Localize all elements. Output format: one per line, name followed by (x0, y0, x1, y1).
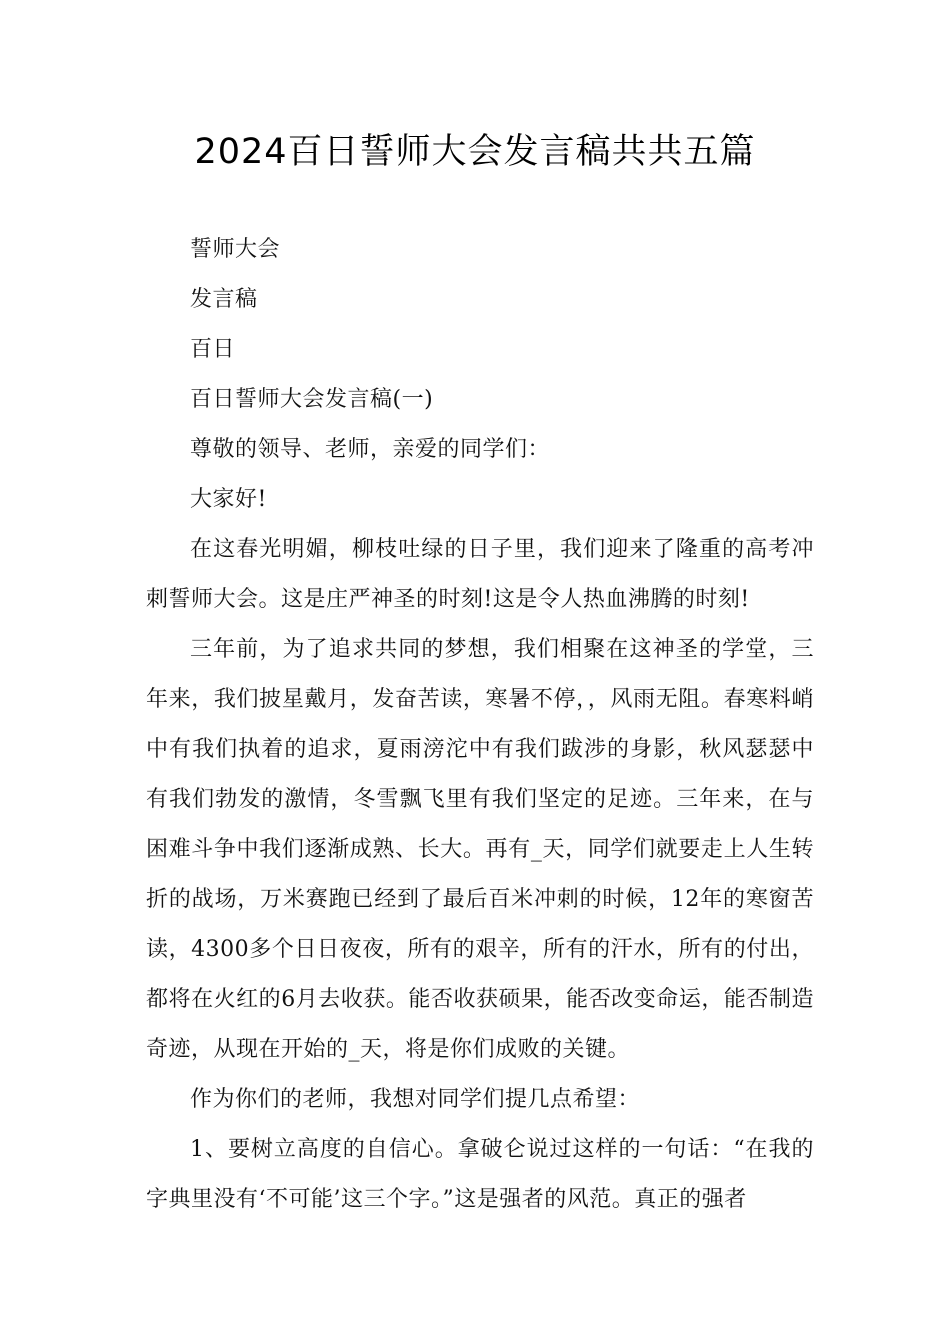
greeting: 大家好! (190, 487, 267, 512)
paragraph-keyword-1: 誓师大会 (190, 237, 281, 262)
section-heading: 百日誓师大会发言稿(一) (190, 387, 434, 412)
document-title: 2024百日誓师大会发言稿共共五篇 (194, 132, 756, 172)
paragraph-opening: 在这春光明媚，柳枝吐绿的日子里，我们迎来了隆重的高考冲刺誓师大会。这是庄严神圣的时刻!这是令人热血沸腾的时刻! (146, 537, 814, 612)
paragraph-hope-1: 1、要树立高度的自信心。拿破仑说过这样的一句话：“在我的字典里没有‘不可能’这三个字。”这是强者的风范。真正的强者 (146, 1137, 814, 1212)
document-body (146, 225, 814, 1225)
salutation: 尊敬的领导、老师，亲爱的同学们： (190, 437, 551, 462)
paragraph-hopes-intro: 作为你们的老师，我想对同学们提几点希望： (190, 1087, 641, 1112)
paragraph-three-years: 三年前，为了追求共同的梦想，我们相聚在这神圣的学堂，三年来，我们披星戴月，发奋苦读，寒暑不停，，风雨无阻。春寒料峭中有我们执着的追求，夏雨滂沱中有我们跋涉的身影，秋风瑟瑟中有我们勃发的激情，冬雪飘飞里有我们坚定的足迹。三年来，在与困难斗争中我们逐渐成熟、长大。再有_天，同学们就要走上人生转折的战场，万米赛跑已经到了最后百米冲刺的时候，12年的寒窗苦读，4300多个日日夜夜，所有的艰辛，所有的汗水，所有的付出，都将在火红的6月去收获。能否收获硕果，能否改变命运，能否制造奇迹，从现在开始的_天，将是你们成败的关键。 (146, 637, 814, 1062)
paragraph-keyword-3: 百日 (190, 337, 236, 362)
paragraph-keyword-2: 发言稿 (190, 287, 258, 312)
